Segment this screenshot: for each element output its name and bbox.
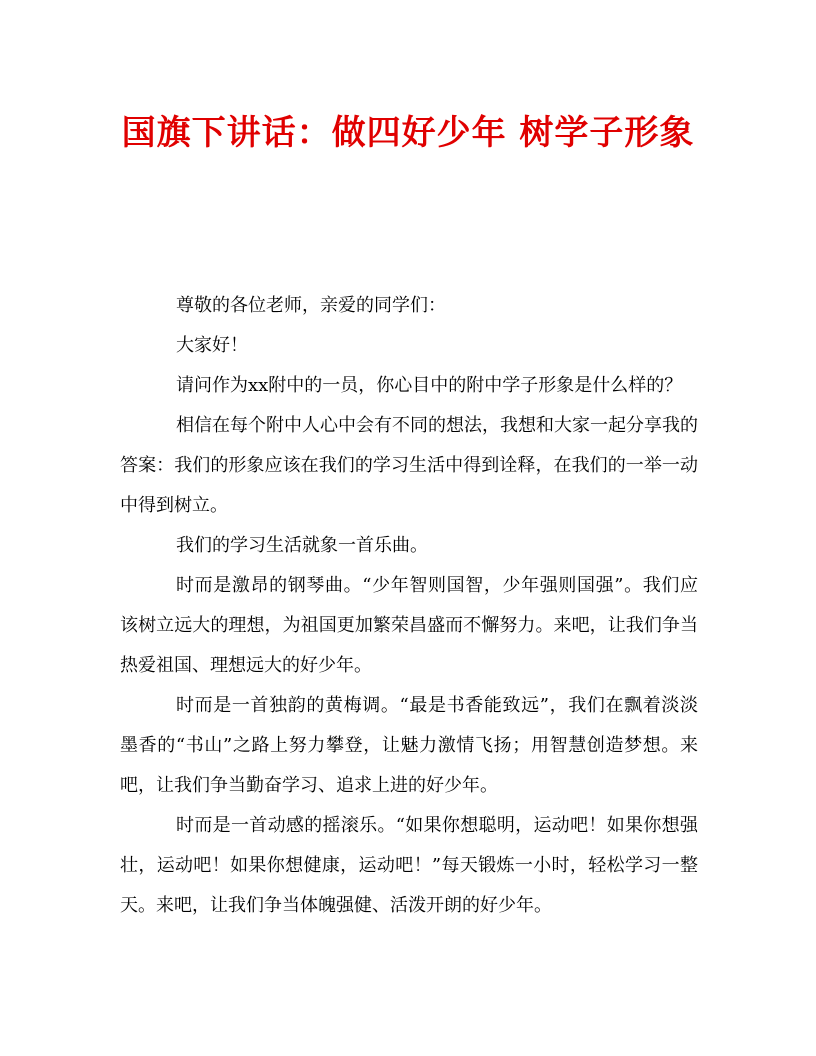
paragraph-greeting: 尊敬的各位老师，亲爱的同学们： [176, 295, 446, 316]
paragraph-piano: 时而是激昂的钢琴曲。“少年智则国智，少年强则国强”。我们应该树立远大的理想，为祖国更加繁荣昌盛而不懈努力。来吧，让我们争当热爱祖国、理想远大的好少年。 [120, 575, 698, 676]
paragraph-hello: 大家好！ [176, 335, 248, 356]
paragraph-question: 请问作为xx附中的一员，你心目中的附中学子形象是什么样的？ [176, 375, 683, 396]
document-title: 国旗下讲话：做四好少年 树学子形象 [121, 113, 695, 153]
paragraph-answer: 相信在每个附中人心中会有不同的想法，我想和大家一起分享我的答案：我们的形象应该在我们的学习生活中得到诠释，在我们的一举一动中得到树立。 [120, 415, 698, 516]
document-body [120, 286, 698, 926]
paragraph-huangmei: 时而是一首独韵的黄梅调。“最是书香能致远”，我们在飘着淡淡墨香的“书山”之路上努力攀登，让魅力激情飞扬；用智慧创造梦想。来吧，让我们争当勤奋学习、追求上进的好少年。 [120, 695, 698, 796]
paragraph-rock: 时而是一首动感的摇滚乐。“如果你想聪明，运动吧！如果你想强壮，运动吧！如果你想健康，运动吧！”每天锻炼一小时，轻松学习一整天。来吧，让我们争当体魄强健、活泼开朗的好少年。 [120, 815, 698, 916]
paragraph-music: 我们的学习生活就象一首乐曲。 [176, 535, 428, 556]
